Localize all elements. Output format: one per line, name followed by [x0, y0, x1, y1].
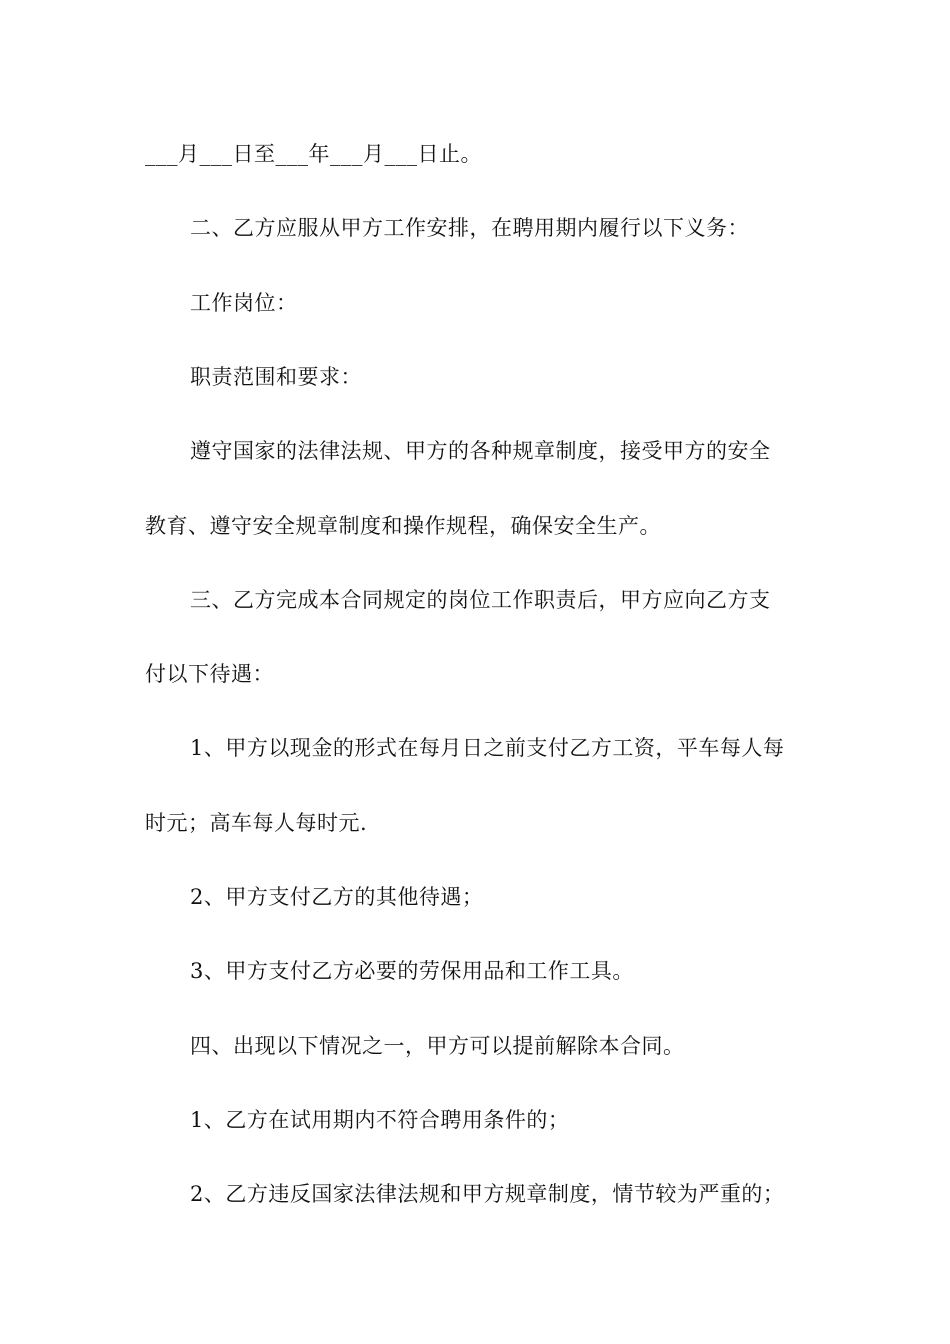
clause-2-heading: 二、乙方应服从甲方工作安排，在聘用期内履行以下义务：	[190, 216, 749, 240]
pay-item-1-line-1: 1、甲方以现金的形式在每月日之前支付乙方工资，平车每人每	[190, 736, 785, 760]
duties-label: 职责范围和要求：	[190, 365, 362, 389]
text-line-date-range: ___月___日至___年___月___日止。	[145, 142, 482, 166]
job-position-label: 工作岗位：	[190, 291, 298, 315]
compliance-paragraph-line-2: 教育、遵守安全规章制度和操作规程，确保安全生产。	[145, 514, 661, 538]
pay-item-1-line-2: 时元；高车每人每时元.	[145, 811, 368, 835]
clause-3-heading-line-1: 三、乙方完成本合同规定的岗位工作职责后，甲方应向乙方支	[190, 588, 771, 612]
clause-3-heading-line-2: 付以下待遇：	[145, 662, 274, 686]
pay-item-2: 2、甲方支付乙方的其他待遇；	[190, 885, 484, 909]
pay-item-3: 3、甲方支付乙方必要的劳保用品和工作工具。	[190, 959, 634, 983]
compliance-paragraph-line-1: 遵守国家的法律法规、甲方的各种规章制度，接受甲方的安全	[190, 439, 771, 463]
termination-item-1: 1、乙方在试用期内不符合聘用条件的；	[190, 1108, 570, 1132]
termination-item-2: 2、乙方违反国家法律法规和甲方规章制度，情节较为严重的；	[190, 1182, 785, 1206]
clause-4-heading: 四、出现以下情况之一，甲方可以提前解除本合同。	[190, 1034, 685, 1058]
